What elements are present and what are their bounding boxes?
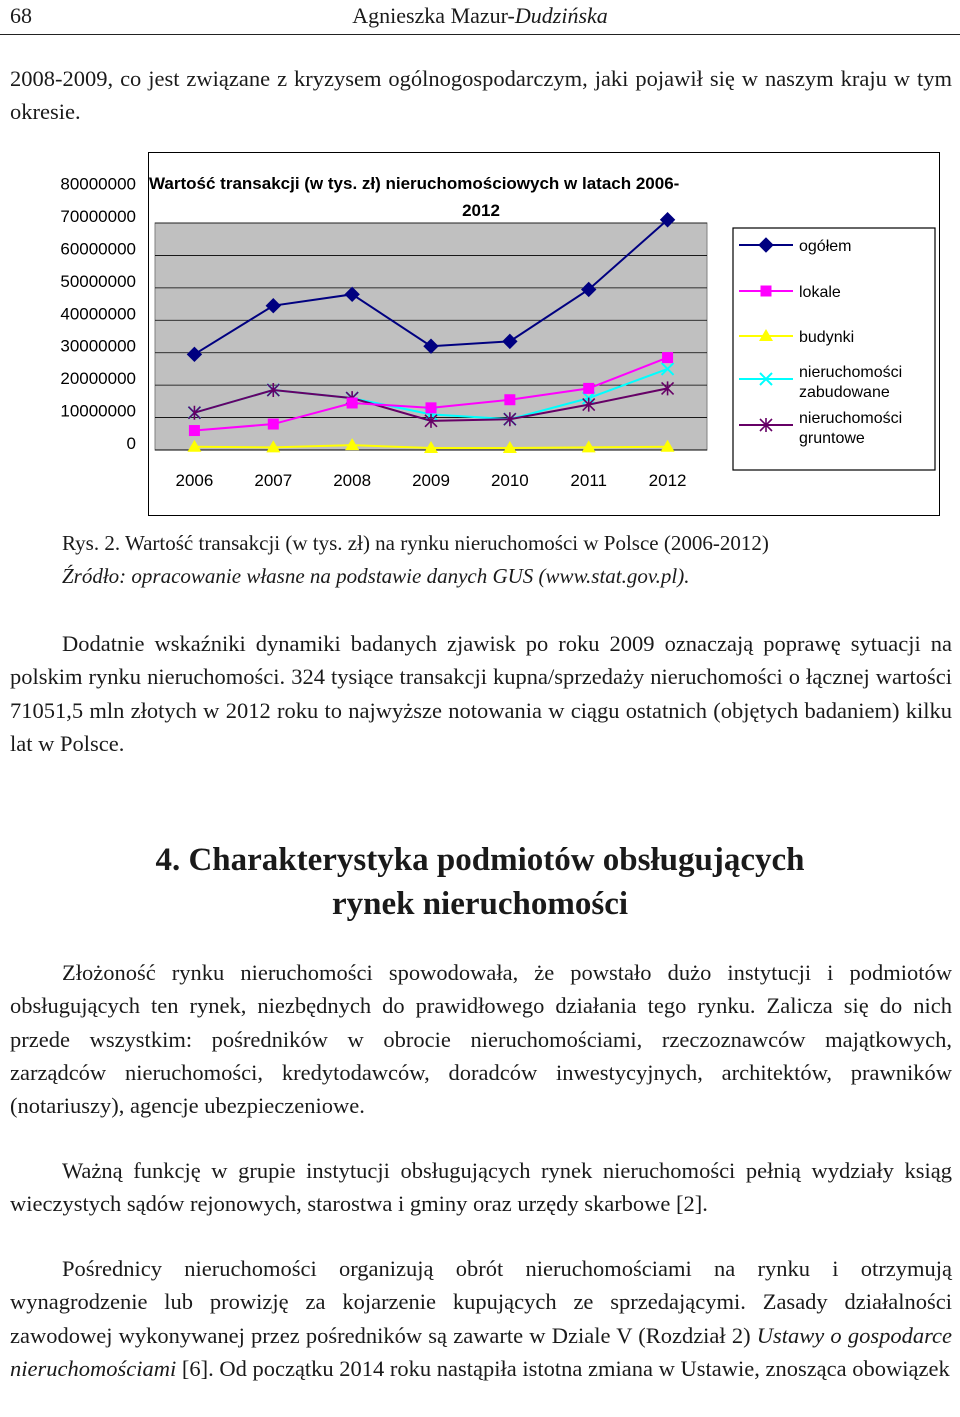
body-paragraph-3-text: Pośrednicy nieruchomości organizują obrót nieruchomościami na rynku i otrzymują wynagrodzenie lub prowizję za kojarzenie kupujących ze sprzedającymi. Zasady działalności zawodowej wykonywanej przez pośredników są zawarte w Dziale V (Rozdział 2)	[10, 1256, 952, 1348]
y-tick-label: 60000000	[60, 239, 136, 259]
y-tick-label: 10000000	[60, 401, 136, 421]
legend-label: nieruchomości	[799, 364, 903, 381]
page-number: 68	[10, 3, 32, 28]
chart-title-line-1: Wartość transakcji (w tys. zł) nieruchomościowych w latach 2006-	[149, 174, 680, 193]
x-tick-label: 2010	[490, 471, 529, 490]
legend-label: budynki	[799, 329, 855, 346]
y-tick-label: 30000000	[60, 336, 136, 356]
square-marker	[761, 286, 772, 297]
square-marker	[268, 419, 279, 430]
intro-paragraph: 2008-2009, co jest związane z kryzysem ogólnogospodarczym, jaki pojawił się w naszym kraju w tym okresie.	[10, 66, 952, 125]
y-tick-label: 20000000	[60, 369, 136, 389]
legend-label: zabudowane	[799, 384, 890, 401]
legend-label: ogółem	[799, 238, 852, 255]
legend-label: gruntowe	[799, 430, 865, 447]
body-paragraph-2: Ważną funkcję w grupie instytucji obsługujących rynek nieruchomości pełnią wydziały ksiąg wieczystych sądów rejonowych, starostwa i gminy oraz urzędy skarbowe [2].	[10, 1158, 952, 1217]
legend-label: nieruchomości	[799, 410, 903, 427]
page-header	[0, 0, 960, 35]
chart-frame	[148, 152, 940, 516]
section-heading-line-2: rynek nieruchomości	[331, 886, 629, 922]
author-name: Agnieszka Mazur-	[352, 3, 515, 28]
x-tick-label: 2007	[254, 471, 293, 490]
running-head	[0, 3, 960, 29]
x-tick-label: 2011	[570, 471, 607, 490]
line-chart	[149, 153, 939, 515]
square-marker	[189, 425, 200, 436]
section-heading-line-1: 4. Charakterystyka podmiotów obsługujących	[155, 842, 805, 878]
chart-legend	[733, 228, 935, 470]
law-title: Ustawy o gospodarce nieruchomościami	[10, 1322, 953, 1381]
square-marker	[426, 402, 437, 413]
dynamics-paragraph: Dodatnie wskaźniki dynamiki badanych zjawisk po roku 2009 oznaczają poprawę sytuacji na polskim rynku nieruchomości. 324 tysiące transakcji kupna/sprzedaży nieruchomości o łącznej wartości 71051,5 mln złotych w 2012 roku to najwyższe notowania w ciągu ostatnich (objętych badaniem) kilku lat w Polsce.	[10, 631, 952, 756]
y-tick-label: 70000000	[60, 207, 136, 226]
legend-label: lokale	[799, 284, 841, 301]
body-paragraph-3-text-end: [6]. Od początku 2014 roku nastąpiła istotna zmiana w Ustawie, znosząca obowiązek	[176, 1355, 950, 1381]
y-tick-label: 0	[126, 434, 136, 453]
y-tick-label: 40000000	[60, 304, 136, 324]
y-tick-label: 80000000	[60, 174, 136, 194]
y-axis-labels	[0, 152, 140, 482]
figure-caption: Rys. 2. Wartość transakcji (w tys. zł) na rynku nieruchomości w Polsce (2006-2012)	[62, 531, 769, 555]
square-marker	[662, 352, 673, 363]
square-marker	[583, 383, 594, 394]
x-tick-label: 2009	[412, 471, 450, 490]
square-marker	[347, 397, 358, 408]
body-paragraph-3	[10, 1252, 952, 1385]
x-tick-label: 2008	[333, 471, 372, 490]
section-heading	[0, 838, 960, 926]
chart-title-line-2: 2012	[462, 201, 500, 220]
author-name-italic: Dudzińska	[514, 3, 608, 28]
x-tick-label: 2006	[175, 471, 214, 490]
figure-source: Źródło: opracowanie własne na podstawie danych GUS (www.stat.gov.pl).	[62, 564, 690, 588]
x-tick-label: 2012	[648, 471, 687, 490]
y-tick-label: 50000000	[60, 271, 136, 291]
body-paragraph-1: Złożoność rynku nieruchomości spowodowała, że powstało dużo instytucji i podmiotów obsługujących ten rynek, niezbędnych do prawidłowego działania tego rynku. Zalicza się do nich przede wszystkim: pośredników w obrocie nieruchomościami, rzeczoznawców majątkowych, zarządców nieruchomości, kredytodawców, doradców inwestycyjnych, architektów, prawników (notariuszy), agencje ubezpieczeniowe.	[10, 960, 952, 1119]
square-marker	[504, 394, 515, 405]
